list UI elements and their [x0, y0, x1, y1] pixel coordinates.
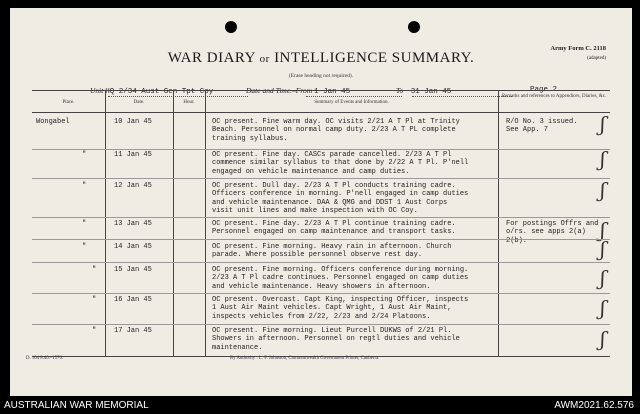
- to-underline: [412, 96, 512, 97]
- entry-summary: OC present. Fine morning. Heavy rain in afternoon. Church parade. Where possible personnel observe rest day.: [212, 243, 452, 260]
- entry-date: 11 Jan 45: [114, 151, 152, 159]
- column-rule: [105, 90, 106, 356]
- entry-summary: OC present. Dull day. 2/23 A T Pl conducts training cadre. Officers conference in morning. P'nell engaged in camp duties and vehicle maintenance. DAA & QMG and DDST 1 Aust Corps visit unit lines and make inspection with OC Coy.: [212, 182, 469, 216]
- handwritten-tick: ʃ: [600, 218, 606, 242]
- row-rule: [32, 324, 610, 325]
- page-title: WAR DIARY or INTELLIGENCE SUMMARY.: [167, 50, 475, 66]
- unit-value: HQ 2/34 Aust Gen Tpt Coy: [105, 88, 214, 96]
- entry-date: 10 Jan 45: [114, 118, 152, 126]
- entry-summary: OC present. Fine morning. Officers conference during morning. 2/23 A T Pl cadre continues. Personnel engaged on camp duties and vehicle maintenance. Heavy showers in afternoon.: [212, 266, 469, 291]
- printer-credit: By Authority : L. F. Johnston, Commonwealth Government Printer, Canberra.: [230, 356, 380, 361]
- entry-date: 12 Jan 45: [114, 182, 152, 190]
- row-rule: [32, 239, 610, 240]
- archive-credit: AUSTRALIAN WAR MEMORIAL: [4, 400, 149, 411]
- punch-hole: [225, 21, 237, 33]
- entry-date: 14 Jan 45: [114, 243, 152, 251]
- row-rule: [32, 178, 610, 179]
- entry-date: 15 Jan 45: [114, 266, 152, 274]
- table-top-rule: [32, 90, 610, 91]
- row-rule: [32, 217, 610, 218]
- col-header-place: Place.: [62, 100, 75, 105]
- diary-page: [10, 8, 632, 396]
- date-underline: [306, 96, 402, 97]
- entry-date: 17 Jan 45: [114, 327, 152, 335]
- print-code: D. 104 8.40.–1576.: [26, 356, 64, 361]
- row-rule: [32, 262, 610, 263]
- entry-summary: OC present. Fine warm day. OC visits 2/21 A T Pl at Trinity Beach. Personnel on normal camp duty. 2/23 A T PL complete training syllabus.: [212, 118, 460, 143]
- handwritten-tick: ʃ: [600, 178, 606, 202]
- entry-place: ": [82, 220, 87, 228]
- header-rule: [32, 112, 610, 113]
- entry-summary: OC present. Fine morning. Lieut Purcell DUKWS of 2/21 Pl. Showers in afternoon. Personnel on regtl duties and vehicle maintenance.: [212, 327, 460, 352]
- handwritten-tick: ʃ: [600, 266, 606, 290]
- entry-place: ": [92, 296, 97, 304]
- row-rule: [32, 149, 610, 150]
- column-rule: [173, 90, 174, 356]
- entry-date: 13 Jan 45: [114, 220, 152, 228]
- col-header-summary: Summary of Events and Information.: [314, 100, 389, 105]
- handwritten-tick: ʃ: [600, 327, 606, 351]
- handwritten-tick: ʃ: [600, 147, 606, 171]
- column-rule: [205, 90, 206, 356]
- entry-place: Wongabel: [36, 118, 70, 126]
- entry-summary: OC present. Overcast. Capt King, inspecting Officer, inspects 1 Aust Air Maint vehicles. Capt Wright, 1 Aust Air Maint, inspects vehicles from 2/22, 2/23 and 2/24 Platoons.: [212, 296, 469, 321]
- entry-place: ": [82, 182, 87, 190]
- entry-place: ": [92, 266, 97, 274]
- col-header-date: Date.: [133, 100, 145, 105]
- handwritten-tick: ʃ: [600, 296, 606, 320]
- page-number: Page 2.: [530, 86, 562, 94]
- entry-remarks: For postings Offrs and o/rs. see apps 2(a) 2(b).: [506, 220, 599, 245]
- punch-hole: [408, 21, 420, 33]
- handwritten-tick: ʃ: [600, 112, 606, 136]
- army-form-number: Army Form C. 2118 (adapted): [550, 45, 606, 61]
- unit-line: Unit HQ 2/34 Aust Gen Tpt Coy: [90, 86, 214, 96]
- title-subnote: (Erase heading not required).: [288, 73, 354, 79]
- date-to: To 31 Jan 45: [396, 86, 452, 96]
- entry-place: ": [82, 243, 87, 251]
- unit-underline: [108, 96, 248, 97]
- entry-summary: OC present. Fine day. CASCs parade cancelled. 2/23 A T Pl commence similar syllabus to that done by 2/22 A T Pl. P'nell engaged on vehicle maintenance and camp duties.: [212, 151, 469, 176]
- entry-remarks: R/O No. 3 issued. See App. 7: [506, 118, 578, 135]
- col-header-hour: Hour.: [183, 100, 195, 105]
- date-line: Date and Time.–From 1 Jan 45: [246, 86, 351, 96]
- entry-place: ": [92, 327, 97, 335]
- handwritten-tick: ʃ: [600, 237, 606, 261]
- column-rule: [498, 90, 499, 356]
- entry-date: 16 Jan 45: [114, 296, 152, 304]
- entry-place: ": [82, 151, 87, 159]
- entry-summary: OC present. Fine day. 2/23 A T Pl continue training cadre. Personnel engaged on camp maintenance and transport tasks.: [212, 220, 456, 237]
- col-header-remarks: Remarks and references to Appendices, Diaries, &c.: [501, 94, 607, 99]
- archive-reference: AWM2021.62.576: [554, 400, 634, 411]
- row-rule: [32, 293, 610, 294]
